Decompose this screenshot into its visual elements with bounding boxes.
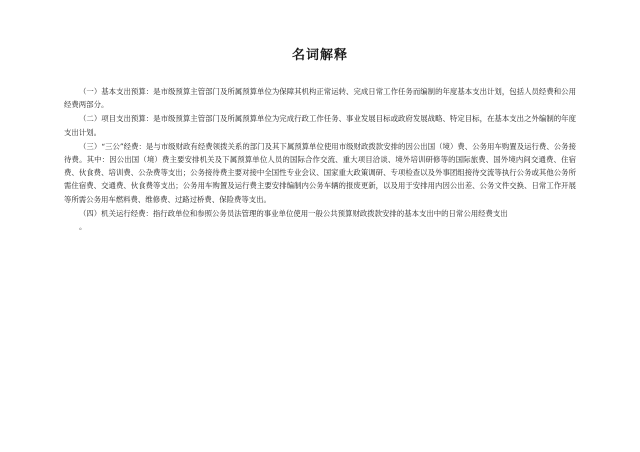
paragraph-tail-mark: 。: [79, 222, 87, 232]
paragraph-2: （二）项目支出预算：是市级预算主管部门及所属预算单位为完成行政工作任务、事业发展目标或政府发展战略、特定目标，在基本支出之外编制的年度支出计划。: [64, 114, 576, 137]
document-body: [64, 63, 576, 233]
paragraph-3: （三）“三公”经费：是与市级财政有经费领拨关系的部门及其下属预算单位使用市级财政拨款安排的因公出国（境）费、公务用车购置及运行费、公务接待费。其中：因公出国（境）费主要安排机关及下属预算单位人员的国际合作交流、重大项目洽谈、境外培训研修等的国际旅费、国外境内间交通费、住宿费、伙食费、培训费、公杂费等支出；公务接待费主要对接中全国性专业会议、国家重大政策调研、专项检查以及外事团组接待交流等执行公务或其他公务所需住宿费、交通费、伙食费等支出；公务用车购置及运行费主要安排编制内公务车辆的报废更新，以及用于安排用内因公出差、公务文件交换、日常工作开展等所需公务用车燃料费、维修费、过路过桥费、保险费等支出。: [64, 141, 576, 204]
page-title: 名词解释: [291, 48, 348, 63]
paragraph-4: （四）机关运行经费：指行政单位和参照公务员法管理的事业单位使用一般公共预算财政拨款安排的基本支出中的日常公用经费支出: [79, 208, 508, 218]
paragraph-1: （一）基本支出预算：是市级预算主管部门及所属预算单位为保障其机构正常运转、完成日常工作任务而编制的年度基本支出计划，包括人员经费和公用经费两部分。: [64, 87, 576, 110]
